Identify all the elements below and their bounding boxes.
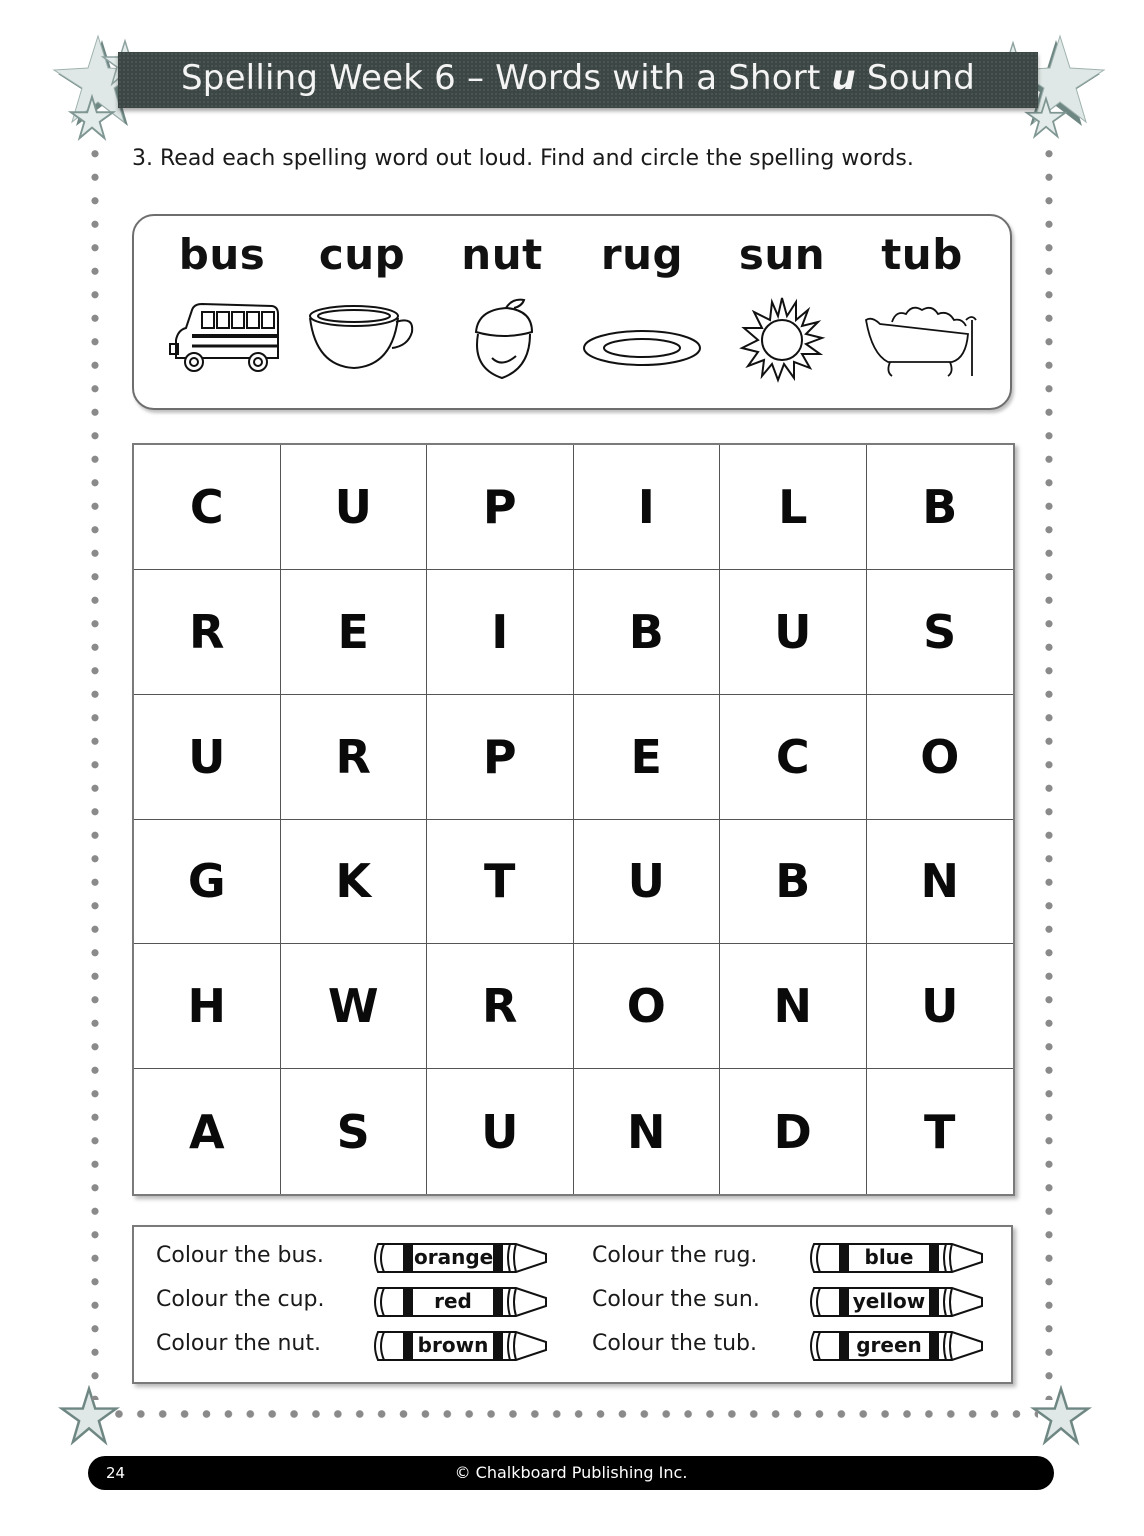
grid-cell[interactable]: H [134, 944, 281, 1069]
word-label: tub [881, 230, 963, 279]
cup-icon [302, 296, 422, 386]
dotted-border-left [91, 142, 99, 1400]
word-bank [132, 214, 1012, 410]
crayon-icon [370, 1241, 550, 1275]
grid-cell[interactable]: O [867, 695, 1014, 820]
word-label: cup [318, 230, 406, 279]
crayon-label: green [856, 1333, 922, 1357]
word-item-sun [712, 216, 852, 279]
title-text-end: Sound [855, 58, 975, 98]
word-search-grid [132, 443, 1015, 1196]
word-item-tub [852, 216, 992, 279]
grid-cell[interactable]: B [574, 570, 721, 695]
grid-cell[interactable]: N [574, 1069, 721, 1194]
page-title [118, 58, 1038, 98]
word-item-rug [572, 216, 712, 279]
grid-cell[interactable]: P [427, 445, 574, 570]
grid-cell[interactable]: U [427, 1069, 574, 1194]
sun-icon [722, 296, 842, 386]
crayon-icon [806, 1241, 986, 1275]
page-footer [88, 1456, 1054, 1490]
grid-cell[interactable]: W [281, 944, 428, 1069]
crayon-icon [806, 1285, 986, 1319]
grid-cell[interactable]: I [427, 570, 574, 695]
grid-cell[interactable]: U [281, 445, 428, 570]
grid-cell[interactable]: R [427, 944, 574, 1069]
colour-instruction: Colour the nut. [156, 1331, 321, 1356]
star-icon [68, 94, 116, 142]
copyright-text: © Chalkboard Publishing Inc. [454, 1463, 688, 1482]
grid-cell[interactable]: U [134, 695, 281, 820]
crayon-label: red [434, 1289, 472, 1313]
colour-instruction: Colour the rug. [592, 1243, 758, 1268]
crayon-icon [370, 1329, 550, 1363]
grid-cell[interactable]: U [574, 820, 721, 945]
grid-cell[interactable]: A [134, 1069, 281, 1194]
colour-row-tub [592, 1327, 992, 1367]
colouring-instructions [132, 1225, 1013, 1384]
crayon-label: orange [414, 1245, 494, 1269]
grid-cell[interactable]: B [867, 445, 1014, 570]
crayon-icon [806, 1329, 986, 1363]
word-label: sun [738, 230, 826, 279]
grid-cell[interactable]: I [574, 445, 721, 570]
colour-row-bus [156, 1239, 556, 1279]
grid-cell[interactable]: D [720, 1069, 867, 1194]
colour-instruction: Colour the sun. [592, 1287, 760, 1312]
grid-cell[interactable]: R [134, 570, 281, 695]
word-item-cup [292, 216, 432, 279]
colour-row-rug [592, 1239, 992, 1279]
grid-cell[interactable]: S [867, 570, 1014, 695]
word-item-bus [152, 216, 292, 279]
acorn-icon [442, 296, 562, 386]
colour-instruction: Colour the cup. [156, 1287, 325, 1312]
dotted-border-bottom [108, 1409, 1038, 1419]
grid-cell[interactable]: N [867, 820, 1014, 945]
rug-icon [582, 296, 702, 386]
page-number: 24 [106, 1464, 126, 1482]
grid-cell[interactable]: U [720, 570, 867, 695]
grid-cell[interactable]: E [281, 570, 428, 695]
colour-row-sun [592, 1283, 992, 1323]
colour-row-cup [156, 1283, 556, 1323]
word-item-nut [432, 216, 572, 279]
bathtub-icon [862, 296, 982, 386]
colour-instruction: Colour the bus. [156, 1243, 324, 1268]
dotted-border-right [1045, 142, 1053, 1400]
grid-cell[interactable]: C [134, 445, 281, 570]
grid-cell[interactable]: T [427, 820, 574, 945]
grid-cell[interactable]: P [427, 695, 574, 820]
title-text: Spelling Week 6 – Words with a Short [181, 58, 832, 98]
crayon-label: brown [417, 1333, 489, 1357]
crayon-label: yellow [852, 1289, 926, 1313]
word-label: bus [178, 230, 266, 279]
grid-cell[interactable]: L [720, 445, 867, 570]
grid-cell[interactable]: C [720, 695, 867, 820]
crayon-icon [370, 1285, 550, 1319]
bus-icon [162, 296, 282, 386]
colour-instruction: Colour the tub. [592, 1331, 757, 1356]
grid-cell[interactable]: N [720, 944, 867, 1069]
grid-cell[interactable]: R [281, 695, 428, 820]
word-label: rug [600, 230, 684, 279]
colour-row-nut [156, 1327, 556, 1367]
title-emphasis: u [831, 58, 856, 98]
header-banner [118, 52, 1038, 108]
grid-cell[interactable]: B [720, 820, 867, 945]
grid-cell[interactable]: O [574, 944, 721, 1069]
grid-cell[interactable]: G [134, 820, 281, 945]
grid-cell[interactable]: E [574, 695, 721, 820]
grid-cell[interactable]: U [867, 944, 1014, 1069]
grid-cell[interactable]: K [281, 820, 428, 945]
crayon-label: blue [864, 1245, 914, 1269]
instruction-text: 3. Read each spelling word out loud. Find and circle the spelling words. [132, 146, 914, 171]
grid-cell[interactable]: S [281, 1069, 428, 1194]
word-label: nut [461, 230, 543, 279]
grid-cell[interactable]: T [924, 1104, 956, 1159]
star-icon [1030, 1385, 1092, 1447]
